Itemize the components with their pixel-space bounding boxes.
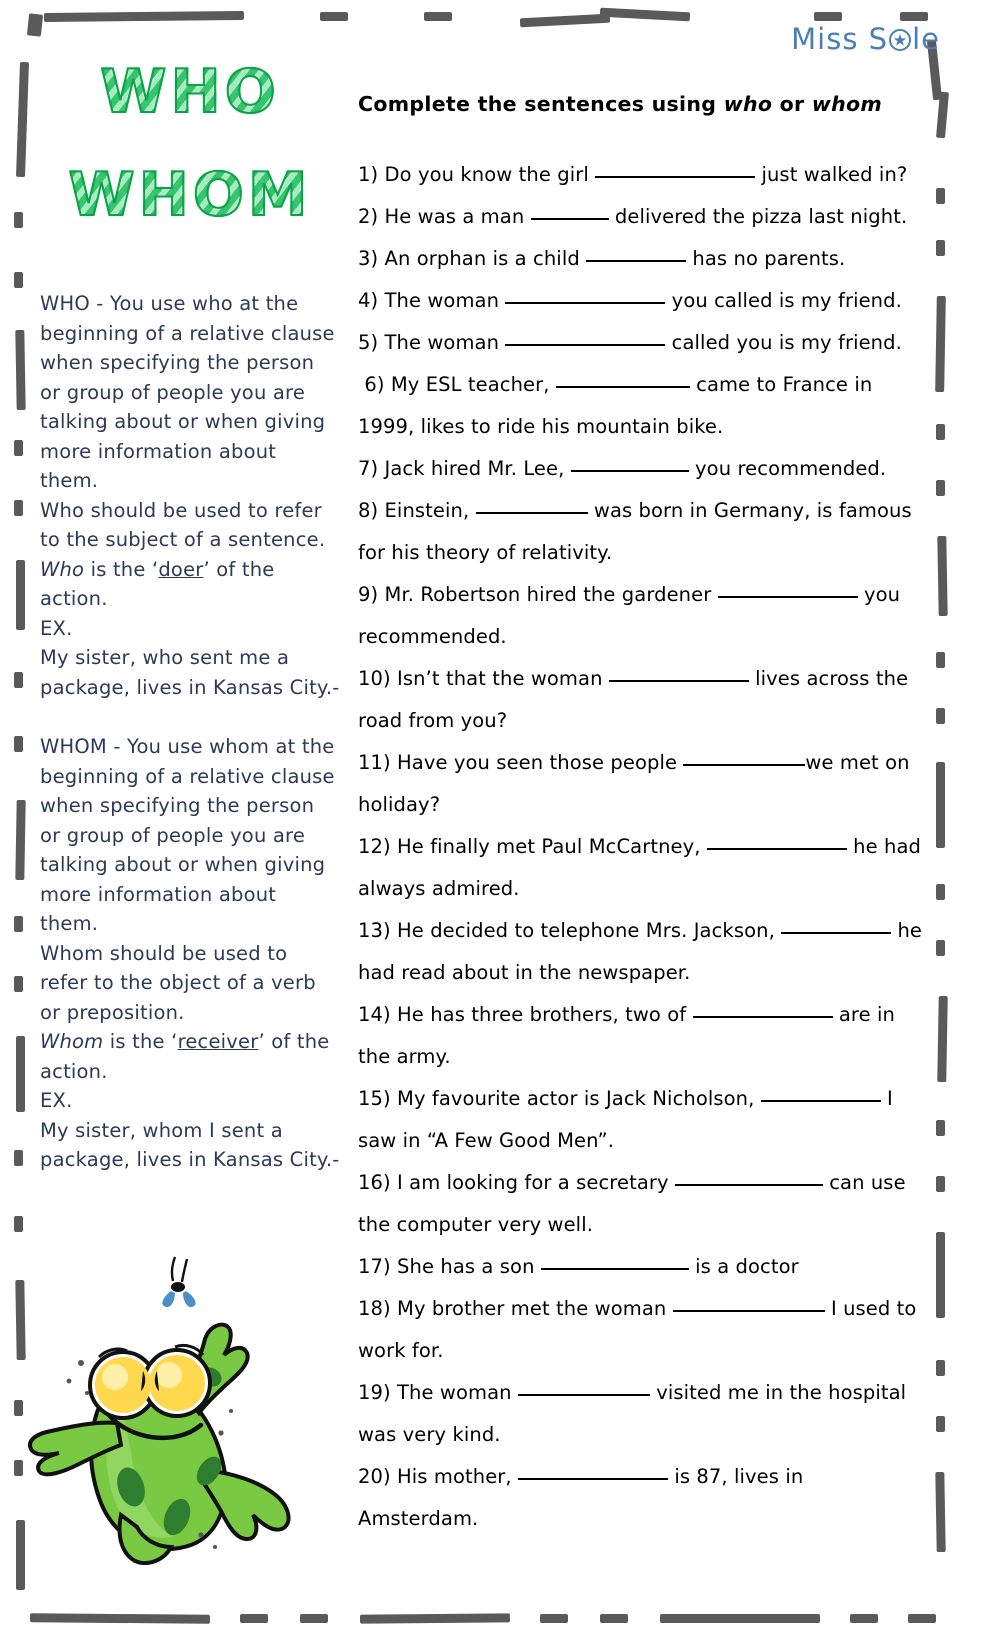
question-number: 12) bbox=[358, 835, 398, 858]
question-text-after-blank: you called is my friend. bbox=[665, 289, 902, 312]
heading-whom: whom bbox=[811, 92, 883, 116]
question-item bbox=[358, 826, 928, 910]
who-doer-line: Who is the ‘doer’ of the action. bbox=[40, 557, 275, 610]
question-text-before-blank: Have you seen those people bbox=[397, 751, 684, 774]
question-text-before-blank: Do you know the girl bbox=[384, 163, 596, 186]
question-text-after-blank: I used to work for. bbox=[358, 1297, 923, 1362]
question-text-after-blank: is 87, lives in Amsterdam. bbox=[358, 1465, 810, 1530]
question-text-after-blank: we met on holiday? bbox=[358, 751, 916, 816]
question-text-after-blank: are in the army. bbox=[358, 1003, 902, 1068]
question-text-after-blank: was born in Germany, is famous for his theory of relativity. bbox=[358, 499, 919, 564]
signature-text-before: Miss S bbox=[791, 22, 889, 56]
question-text-after-blank: has no parents. bbox=[686, 247, 846, 270]
question-number: 14) bbox=[358, 1003, 398, 1026]
grammar-explanation-column bbox=[40, 55, 340, 1175]
section-spacer bbox=[40, 702, 340, 732]
question-text-before-blank: He was a man bbox=[384, 205, 531, 228]
answer-blank[interactable] bbox=[505, 344, 665, 346]
exercise-column bbox=[358, 92, 928, 1540]
question-text-before-blank: The woman bbox=[384, 331, 506, 354]
answer-blank[interactable] bbox=[683, 764, 805, 766]
question-text-before-blank: Jack hired Mr. Lee, bbox=[384, 457, 571, 480]
question-text-after-blank: lives across the road from you? bbox=[358, 667, 915, 732]
question-number: 11) bbox=[358, 751, 398, 774]
question-item bbox=[358, 574, 928, 658]
question-number: 9) bbox=[358, 583, 385, 606]
question-text-after-blank: just walked in? bbox=[755, 163, 908, 186]
title-whom-text: WHOM bbox=[68, 160, 312, 230]
answer-blank[interactable] bbox=[673, 1310, 825, 1312]
who-doer-mid: is the bbox=[84, 557, 152, 581]
question-number: 13) bbox=[358, 919, 398, 942]
whom-definition: WHOM - You use whom at the beginning of a relative clause when specifying the person or group of people you are talking about or when giving more information about them. bbox=[40, 735, 335, 935]
question-text-before-blank: My brother met the woman bbox=[397, 1297, 673, 1320]
question-item bbox=[358, 1078, 928, 1162]
question-text-before-blank: The woman bbox=[384, 289, 506, 312]
answer-blank[interactable] bbox=[541, 1268, 689, 1270]
who-italic-word: Who bbox=[40, 557, 85, 581]
whom-doer-mid: is the bbox=[103, 1030, 172, 1053]
question-number: 8) bbox=[358, 499, 385, 522]
whom-rule: Whom should be used to refer to the object of a verb or preposition. bbox=[40, 941, 316, 1024]
question-text-before-blank: I am looking for a secretary bbox=[397, 1171, 675, 1194]
question-item bbox=[358, 1162, 928, 1246]
question-text-after-blank: delivered the pizza last night. bbox=[608, 205, 908, 228]
question-list bbox=[358, 154, 928, 1540]
heading-pre: Complete the sentences using bbox=[358, 92, 724, 116]
question-number: 16) bbox=[358, 1171, 398, 1194]
question-number: 18) bbox=[358, 1297, 398, 1320]
question-number: 20) bbox=[358, 1465, 398, 1488]
question-text-after-blank: he had read about in the newspaper. bbox=[358, 919, 929, 984]
whom-doer-line: Whom is the ‘receiver’ of the action. bbox=[40, 1030, 330, 1083]
answer-blank[interactable] bbox=[595, 176, 755, 178]
answer-blank[interactable] bbox=[556, 386, 690, 388]
who-doer-post: of the action. bbox=[40, 557, 275, 610]
question-number: 5) bbox=[358, 331, 385, 354]
question-number: 17) bbox=[358, 1255, 398, 1278]
question-number: 19) bbox=[358, 1381, 398, 1404]
question-text-after-blank: he had always admired. bbox=[358, 835, 928, 900]
answer-blank[interactable] bbox=[707, 848, 847, 850]
question-text-before-blank: She has a son bbox=[397, 1255, 541, 1278]
answer-blank[interactable] bbox=[718, 596, 858, 598]
question-item bbox=[358, 154, 928, 196]
question-text-before-blank: Isn’t that the woman bbox=[397, 667, 609, 690]
whom-ex-label: EX. bbox=[40, 1089, 73, 1112]
question-number: 2) bbox=[358, 205, 385, 228]
star-in-o-icon bbox=[888, 28, 912, 52]
question-item bbox=[358, 238, 928, 280]
question-item bbox=[358, 910, 928, 994]
question-text-before-blank: Einstein, bbox=[384, 499, 476, 522]
question-number: 1) bbox=[358, 163, 385, 186]
question-text-before-blank: He decided to telephone Mrs. Jackson, bbox=[397, 919, 782, 942]
whom-italic-word: Whom bbox=[40, 1030, 104, 1053]
question-number: 6) bbox=[358, 373, 391, 396]
question-item bbox=[358, 658, 928, 742]
whom-example: My sister, whom I sent a package, lives in Kansas City.- bbox=[40, 1118, 340, 1171]
question-text-before-blank: My ESL teacher, bbox=[390, 373, 556, 396]
answer-blank[interactable] bbox=[571, 470, 689, 472]
teacher-signature bbox=[791, 22, 940, 56]
question-item bbox=[358, 1246, 928, 1288]
question-item bbox=[358, 490, 928, 574]
question-number: 4) bbox=[358, 289, 385, 312]
signature-text-after: le bbox=[912, 22, 940, 56]
question-text-after-blank: you recommended. bbox=[358, 583, 907, 648]
answer-blank[interactable] bbox=[675, 1184, 823, 1186]
question-text-before-blank: He finally met Paul McCartney, bbox=[397, 835, 707, 858]
question-number: 3) bbox=[358, 247, 385, 270]
question-text-before-blank: He has three brothers, two of bbox=[397, 1003, 693, 1026]
exercise-heading bbox=[358, 92, 928, 116]
question-item bbox=[358, 364, 928, 448]
question-item bbox=[358, 448, 928, 490]
who-ex-label: EX. bbox=[40, 616, 73, 640]
frog-illustration bbox=[25, 1235, 325, 1565]
who-definition: WHO - You use who at the beginning of a relative clause when specifying the person or group of people you are talking about or when giving more information about them. bbox=[40, 292, 335, 492]
question-text-after-blank: is a doctor bbox=[688, 1255, 799, 1278]
answer-blank[interactable] bbox=[586, 260, 686, 262]
question-number: 15) bbox=[358, 1087, 398, 1110]
question-text-before-blank: An orphan is a child bbox=[384, 247, 587, 270]
answer-blank[interactable] bbox=[761, 1100, 881, 1102]
question-text-after-blank: you recommended. bbox=[688, 457, 887, 480]
who-example: My sister, who sent me a package, lives in Kansas City.- bbox=[40, 646, 340, 699]
question-item bbox=[358, 1372, 928, 1456]
heading-mid: or bbox=[772, 92, 812, 116]
question-text-before-blank: Mr. Robertson hired the gardener bbox=[384, 583, 718, 606]
question-text-after-blank: I saw in “A Few Good Men”. bbox=[358, 1087, 900, 1152]
answer-blank[interactable] bbox=[693, 1016, 833, 1018]
question-item bbox=[358, 742, 928, 826]
question-item bbox=[358, 280, 928, 322]
question-item bbox=[358, 1288, 928, 1372]
answer-blank[interactable] bbox=[531, 218, 609, 220]
question-text-after-blank: visited me in the hospital was very kind. bbox=[358, 1381, 913, 1446]
heading-who: who bbox=[723, 92, 773, 116]
question-text-after-blank: called you is my friend. bbox=[665, 331, 902, 354]
answer-blank[interactable] bbox=[609, 680, 749, 682]
answer-blank[interactable] bbox=[476, 512, 588, 514]
answer-blank[interactable] bbox=[781, 932, 891, 934]
question-text-before-blank: His mother, bbox=[397, 1465, 519, 1488]
question-text-after-blank: came to France in 1999, likes to ride his mountain bike. bbox=[358, 373, 879, 438]
question-item bbox=[358, 994, 928, 1078]
explanation-text bbox=[40, 289, 340, 1175]
answer-blank[interactable] bbox=[518, 1478, 668, 1480]
question-number: 7) bbox=[358, 457, 385, 480]
question-text-after-blank: can use the computer very well. bbox=[358, 1171, 912, 1236]
title-who-text: WHO bbox=[100, 57, 280, 127]
whom-doer-post: of the action. bbox=[40, 1030, 330, 1083]
fly-icon bbox=[162, 1257, 195, 1307]
answer-blank[interactable] bbox=[518, 1394, 650, 1396]
question-number: 10) bbox=[358, 667, 398, 690]
whom-receiver-word: receiver bbox=[177, 1030, 259, 1053]
title-who bbox=[40, 57, 340, 127]
question-item bbox=[358, 196, 928, 238]
question-item bbox=[358, 1456, 928, 1540]
answer-blank[interactable] bbox=[505, 302, 665, 304]
who-rule: Who should be used to refer to the subject of a sentence. bbox=[40, 498, 326, 551]
title-whom bbox=[40, 160, 340, 230]
question-text-before-blank: My favourite actor is Jack Nicholson, bbox=[397, 1087, 761, 1110]
question-text-before-blank: The woman bbox=[397, 1381, 518, 1404]
question-item bbox=[358, 322, 928, 364]
who-doer-word: doer bbox=[158, 557, 204, 581]
